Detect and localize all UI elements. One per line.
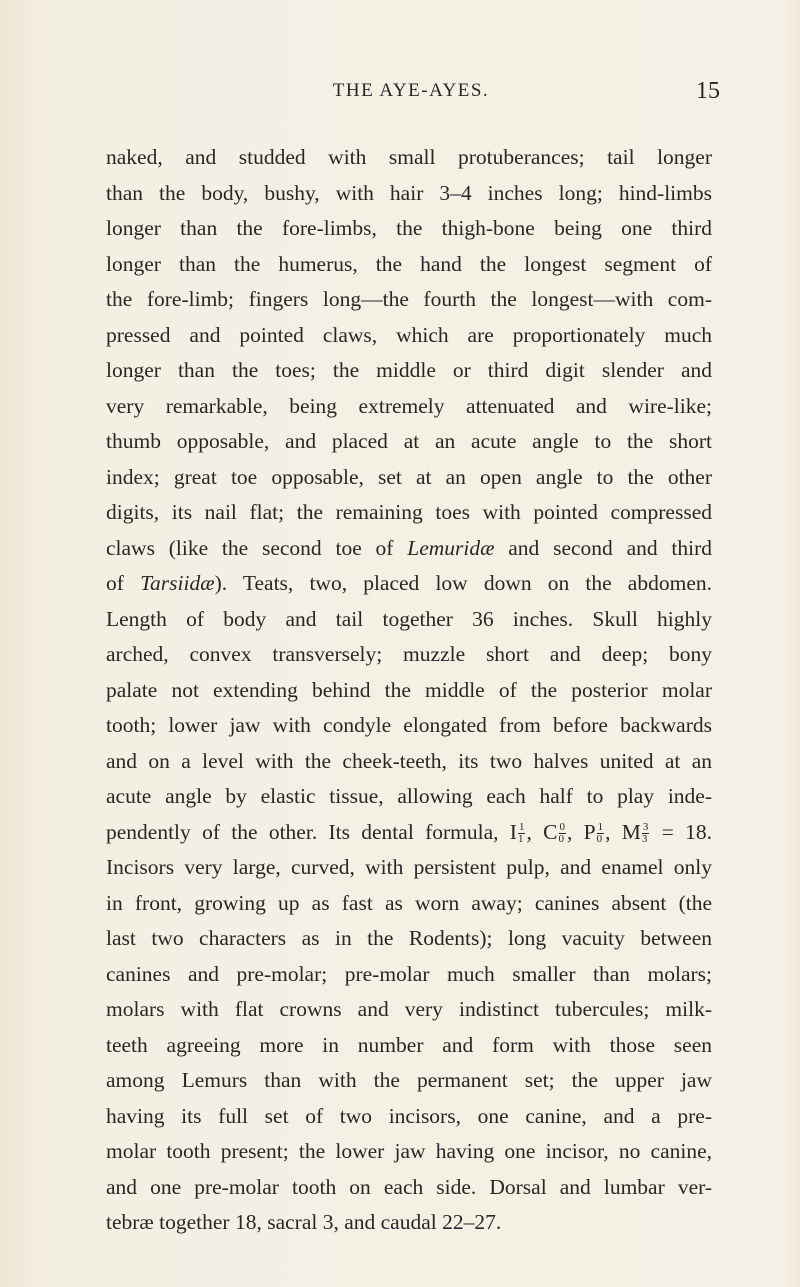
text-line: and one pre-molar tooth on each side. Dorsal and lumbar ver- bbox=[106, 1174, 712, 1199]
incisor-fraction bbox=[518, 822, 526, 845]
text-line: acute angle by elastic tissue, allowing each half to play inde- bbox=[106, 784, 712, 808]
text-run: pendently of the other. Its dental formula, I bbox=[106, 819, 517, 844]
molar-fraction bbox=[642, 822, 650, 845]
text-run: = 18. bbox=[661, 819, 712, 844]
fraction-numerator: 3 bbox=[642, 821, 649, 834]
text-run: , P bbox=[567, 819, 596, 844]
text-line: molar tooth present; the lower jaw having one incisor, no canine, bbox=[106, 1139, 712, 1163]
text-line: tooth; lower jaw with condyle elongated from before backwards bbox=[106, 713, 712, 737]
canine-fraction bbox=[559, 822, 567, 845]
text-line bbox=[106, 531, 712, 567]
text-line: arched, convex transversely; muzzle short and deep; bony bbox=[106, 642, 712, 666]
fraction-numerator: 0 bbox=[559, 821, 565, 834]
text-line: pressed and pointed claws, which are proportionately much bbox=[106, 322, 712, 347]
fraction-numerator: 1 bbox=[597, 821, 604, 834]
text-line: Length of body and tail together 36 inches. Skull highly bbox=[106, 606, 712, 631]
text-line: than the body, bushy, with hair 3–4 inches long; hind-limbs bbox=[106, 180, 712, 205]
text-line: naked, and studded with small protuberances; tail longer bbox=[106, 145, 712, 169]
text-line: longer than the fore-limbs, the thigh-bone being one third bbox=[106, 216, 712, 240]
text-line: among Lemurs than with the permanent set; the upper jaw bbox=[106, 1068, 712, 1092]
text-line: the fore-limb; fingers long—the fourth the longest—with com- bbox=[106, 287, 712, 311]
text-line: having its full set of two incisors, one canine, and a pre- bbox=[106, 1103, 712, 1128]
premolar-fraction bbox=[597, 822, 605, 845]
text-line: thumb opposable, and placed at an acute angle to the short bbox=[106, 429, 712, 453]
text-run: , M bbox=[605, 819, 641, 844]
text-line: canines and pre-molar; pre-molar much smaller than molars; bbox=[106, 961, 712, 986]
text-line: tebræ together 18, sacral 3, and caudal 22–27. bbox=[106, 1210, 502, 1234]
running-title: THE AYE-AYES. bbox=[332, 80, 490, 101]
page-number: 15 bbox=[696, 78, 720, 104]
text-run: claws (like the second toe of bbox=[106, 535, 394, 560]
body-paragraph bbox=[106, 140, 713, 1234]
text-run: , C bbox=[526, 819, 558, 844]
text-line: index; great toe opposable, set at an open angle to the other bbox=[106, 464, 712, 489]
text-line: palate not extending behind the middle of the posterior molar bbox=[106, 677, 712, 702]
fraction-denominator: 1 bbox=[517, 833, 524, 846]
taxon-name: Lemuridæ bbox=[407, 535, 495, 560]
text-line: longer than the toes; the middle or third digit slender and bbox=[106, 358, 712, 382]
fraction-numerator: 1 bbox=[518, 821, 525, 834]
text-line: longer than the humerus, the hand the longest segment of bbox=[106, 251, 712, 276]
text-run: and second and third bbox=[508, 535, 713, 560]
fraction-denominator: 0 bbox=[558, 833, 564, 846]
taxon-name: Tarsiidæ bbox=[140, 571, 215, 595]
text-run: ). Teats, two, placed low down on the abdomen. bbox=[214, 571, 712, 595]
text-line: digits, its nail flat; the remaining toes with pointed compressed bbox=[106, 500, 712, 524]
running-head bbox=[106, 78, 720, 110]
text-run: of bbox=[106, 571, 124, 595]
text-line bbox=[106, 566, 712, 602]
text-line: teeth agreeing more in number and form with those seen bbox=[106, 1032, 712, 1057]
text-line: molars with flat crowns and very indistinct tubercules; milk- bbox=[106, 997, 712, 1021]
text-line: last two characters as in the Rodents); long vacuity between bbox=[106, 926, 712, 950]
text-line: in front, growing up as fast as worn away; canines absent (the bbox=[106, 890, 712, 915]
text-line: and on a level with the cheek-teeth, its two halves united at an bbox=[106, 748, 712, 773]
fraction-denominator: 0 bbox=[596, 833, 603, 846]
text-line: Incisors very large, curved, with persistent pulp, and enamel only bbox=[106, 855, 712, 879]
text-line: very remarkable, being extremely attenuated and wire-like; bbox=[106, 393, 712, 418]
dental-formula-line bbox=[106, 815, 712, 851]
fraction-denominator: 3 bbox=[641, 833, 648, 846]
